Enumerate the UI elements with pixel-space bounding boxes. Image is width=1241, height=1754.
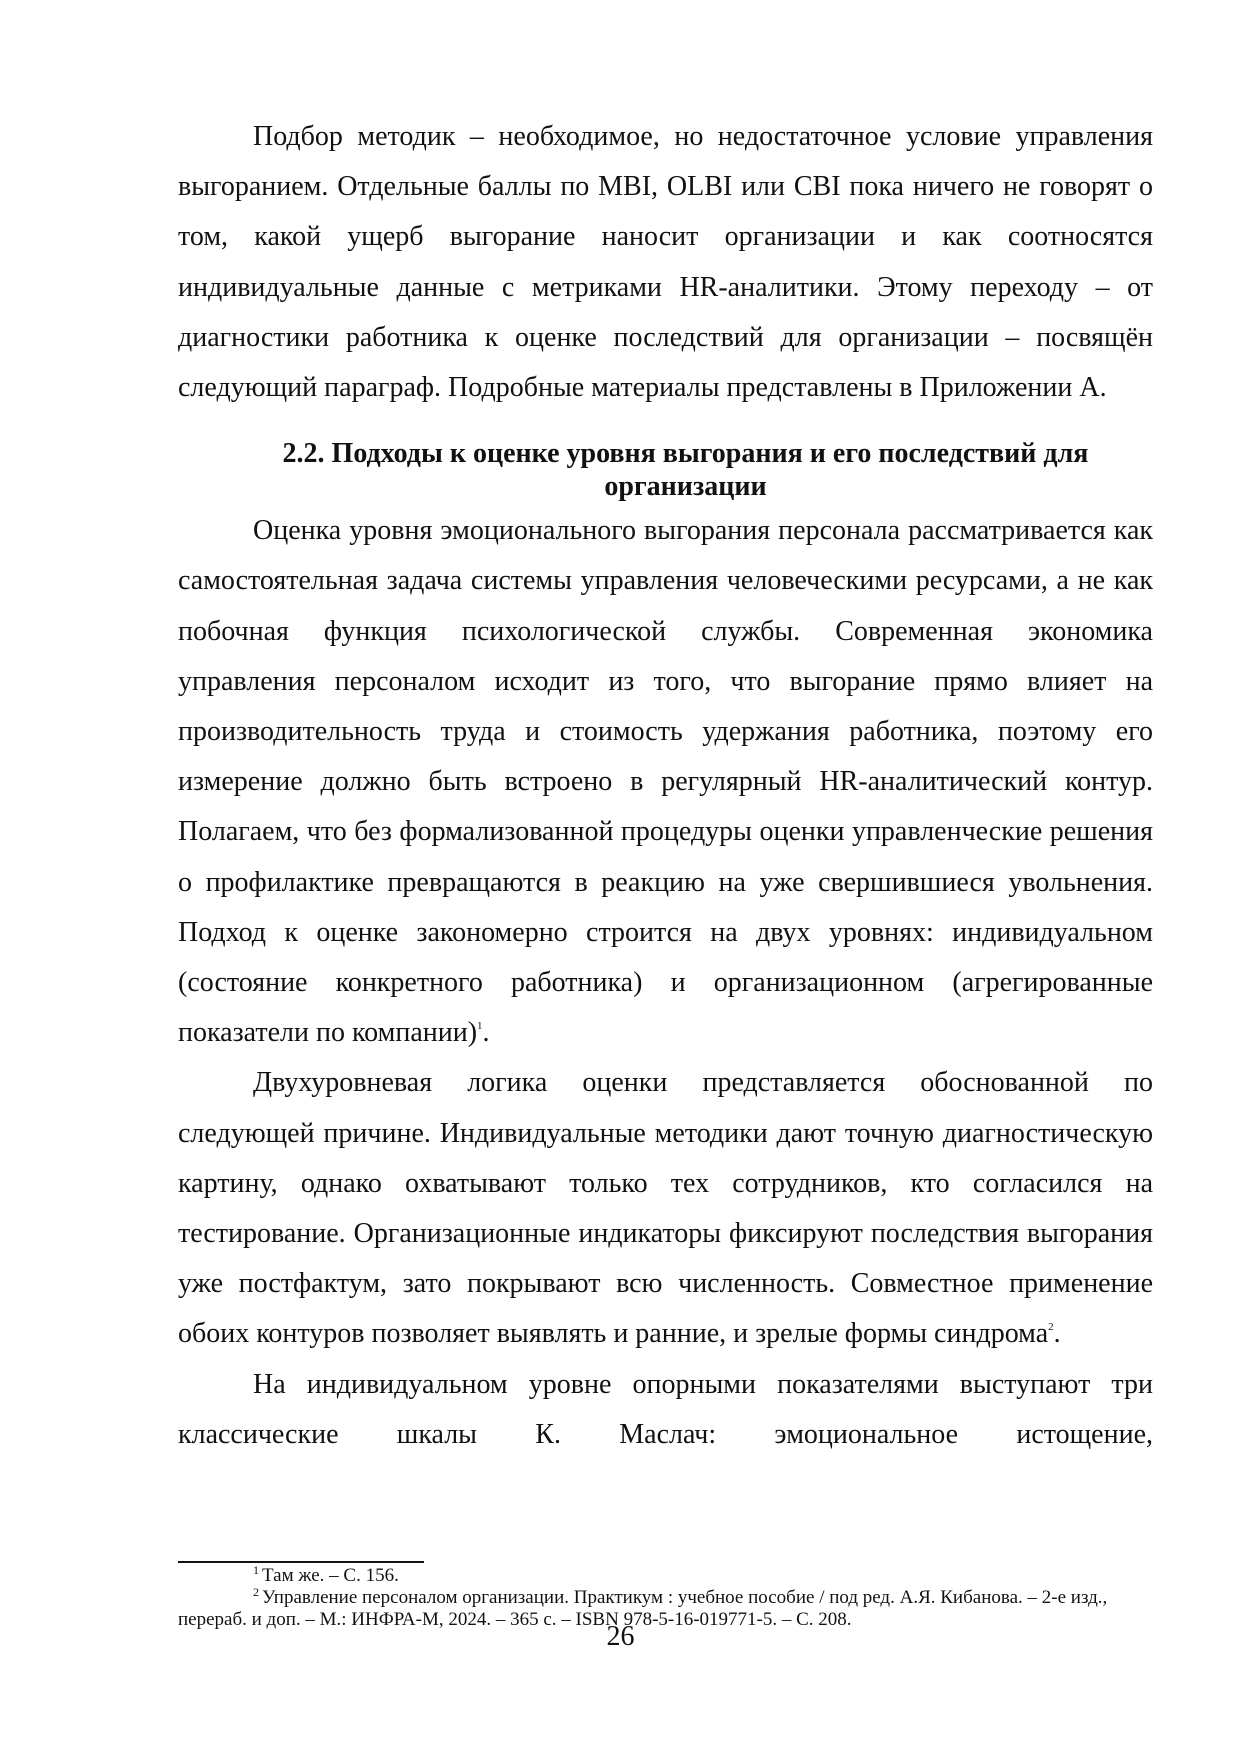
footnote-reference[interactable]: 1	[477, 1020, 483, 1033]
footnote	[178, 1565, 1153, 1587]
footnote-text: Там же. – С. 156.	[262, 1565, 399, 1586]
section-heading-line: 2.2. Подходы к оценке уровня выгорания и его последствий для	[282, 438, 1089, 470]
paragraph	[178, 506, 1153, 1058]
footnote-separator	[178, 1561, 424, 1563]
paragraph	[178, 1058, 1153, 1359]
page-number: 26	[606, 1621, 635, 1652]
paragraph	[178, 1360, 1153, 1460]
paragraph-text: На индивидуальном уровне опорными показателями выступают три классические шкалы К. Маслач: эмоциональное истощение,	[178, 1368, 1153, 1450]
footnote-text: Управление персоналом организации. Практикум : учебное пособие / под ред. А.Я. Кибанова. – 2-е изд., перераб. и доп. – М.: ИНФРА-М, 2024. – 365 с. – ISBN 978-5-16-019771-5. – С. 208.	[178, 1587, 1108, 1630]
paragraph-text: Двухуровневая логика оценки представляется обоснованной по следующей причине. Индивидуальные методики дают точную диагностическую картину, однако охватывают только тех сотрудников, кто согласился на тестирование. Организационные индикаторы фиксируют последствия выгорания уже постфактум, зато покрывают всю численность. Совместное применение обоих контуров позволяет выявлять и ранние, и зрелые формы синдрома	[178, 1067, 1153, 1350]
paragraph-punctuation: .	[1053, 1318, 1061, 1350]
footnote-reference[interactable]: 2	[1048, 1321, 1054, 1334]
section-heading	[178, 437, 1153, 503]
footnote-number: 1	[253, 1563, 259, 1577]
paragraph-text: Оценка уровня эмоционального выгорания персонала рассматривается как самостоятельная задача системы управления человеческими ресурсами, а не как побочная функция психологической службы. Современная экономика управления персоналом исходит из того, что выгорание прямо влияет на производительность труда и стоимость удержания работника, поэтому его измерение должно быть встроено в регулярный HR-аналитический контур. Полагаем, что без формализованной процедуры оценки управленческие решения о профилактике превращаются в реакцию на уже свершившиеся увольнения. Подход к оценке закономерно строится на двух уровнях: индивидуальном (состояние конкретного работника) и организационном (агрегированные показатели по компании)	[178, 515, 1153, 1049]
section-heading-line: организации	[604, 471, 767, 503]
page-body	[178, 112, 1153, 1460]
paragraph-text: Подбор методик – необходимое, но недостаточное условие управления выгоранием. Отдельные баллы по MBI, OLBI или CBI пока ничего не говорят о том, какой ущерб выгорание наносит организации и как соотносятся индивидуальные данные с метриками HR-аналитики. Этому переходу – от диагностики работника к оценке последствий для организации – посвящён следующий параграф. Подробные материалы представлены в Приложении А.	[178, 121, 1153, 404]
footnote-number: 2	[253, 1585, 259, 1599]
paragraph	[178, 112, 1153, 413]
paragraph-punctuation: .	[482, 1017, 490, 1049]
